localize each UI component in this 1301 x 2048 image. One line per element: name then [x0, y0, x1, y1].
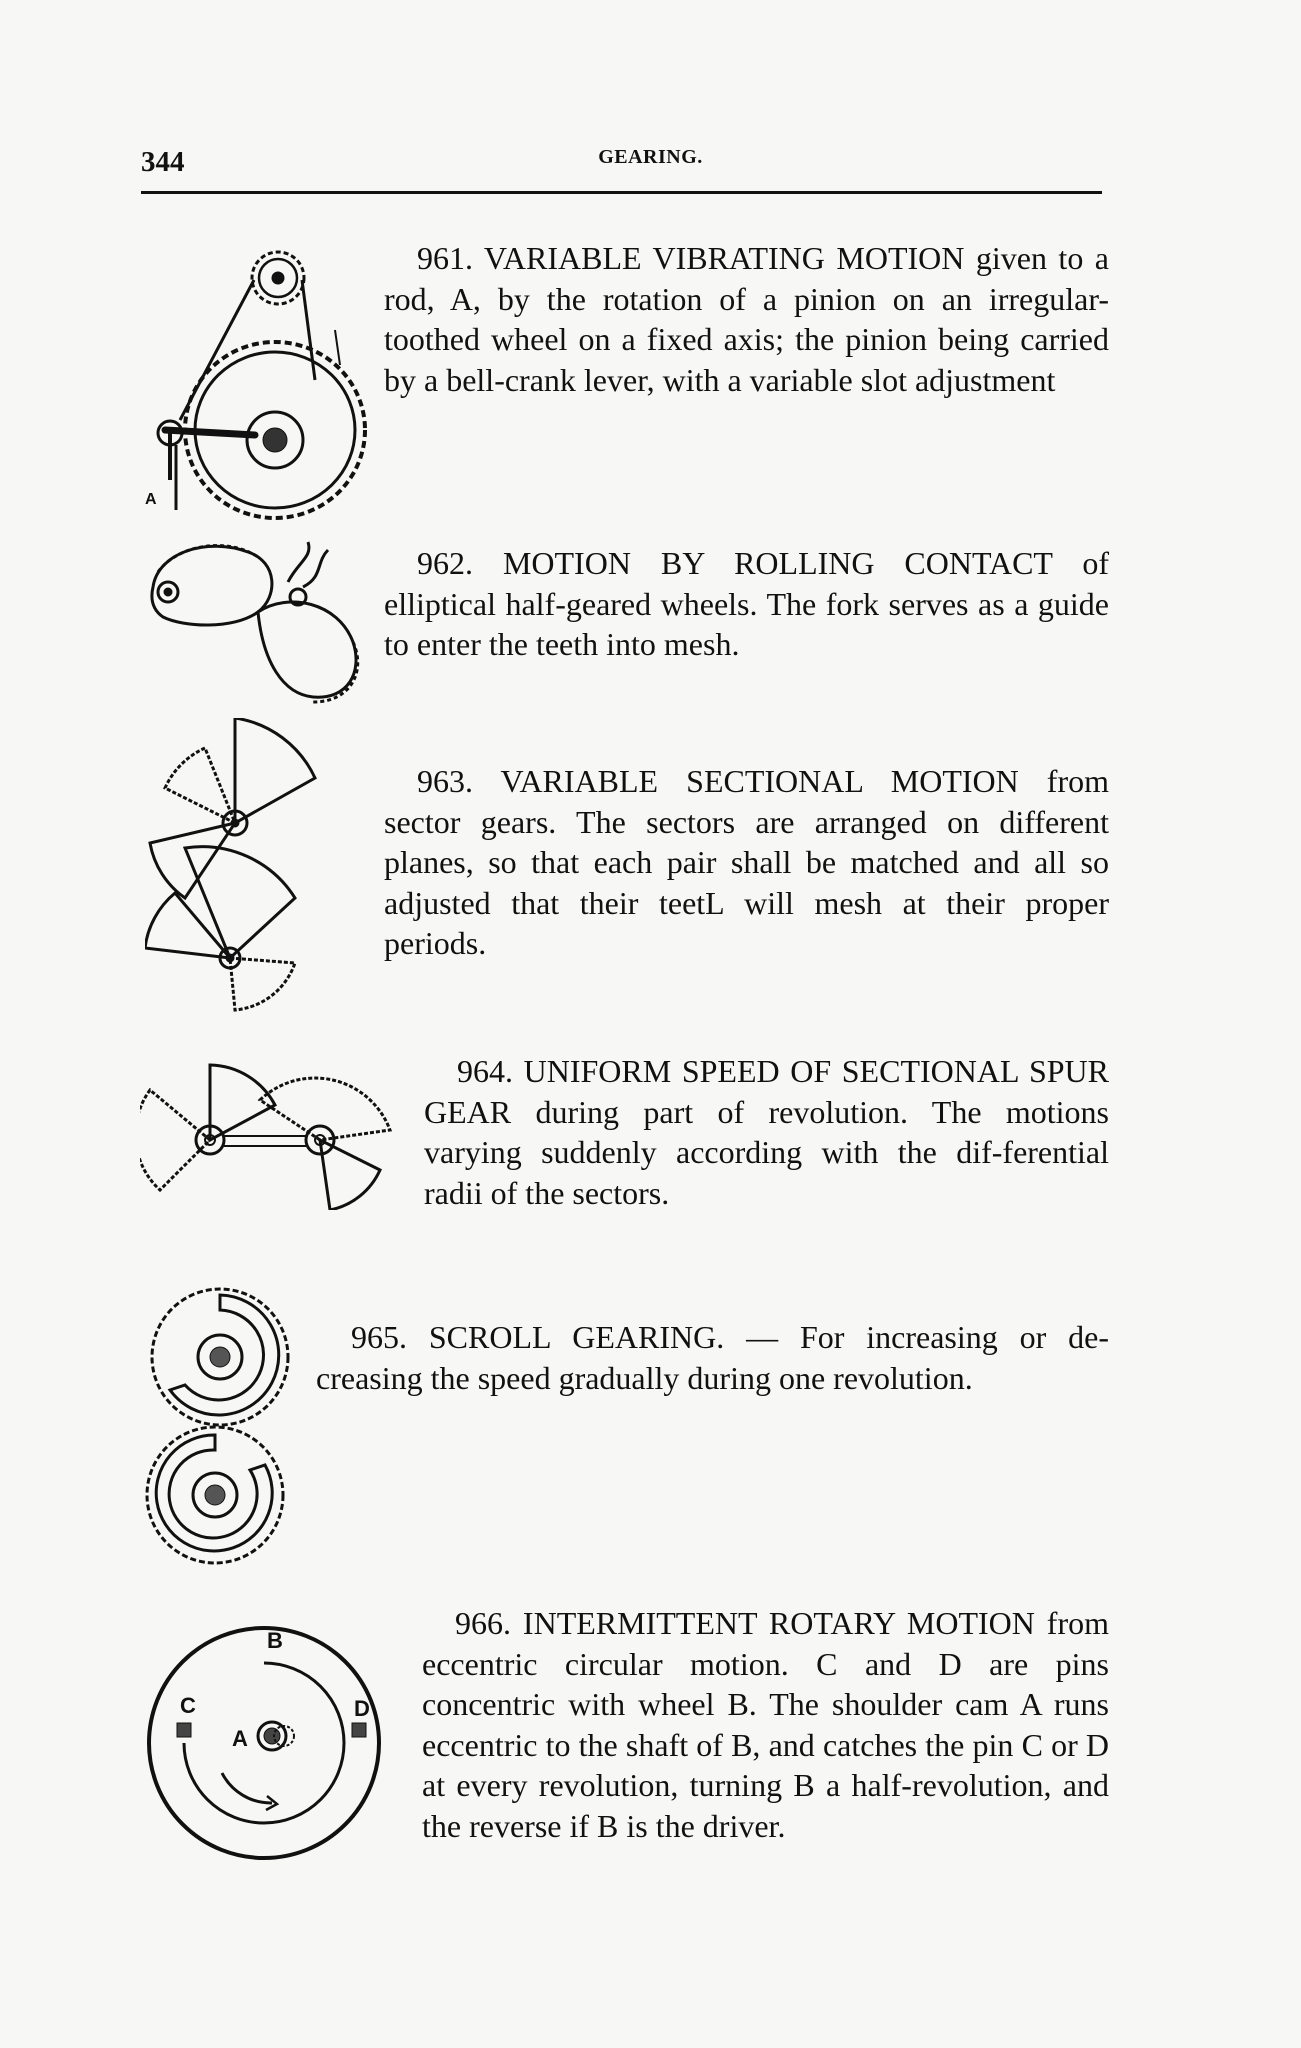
figure-961-vibrating-motion — [135, 230, 375, 520]
figure-964-sectional-spur-gear — [140, 1060, 395, 1210]
header-rule — [141, 191, 1102, 194]
page-number: 344 — [141, 146, 185, 178]
figure-961-label-a: A — [145, 491, 157, 508]
figure-966-label-d: D — [354, 1696, 370, 1721]
entry-963-text: 963. VARIABLE SECTIONAL MOTION from sector gears. The sectors are arranged on different planes, so that each pair shall be matched and all so adjusted that their teetL will mesh at their proper periods. — [384, 763, 1109, 961]
running-head: GEARING. — [598, 146, 703, 168]
figure-966-label-b: B — [267, 1628, 283, 1653]
entry-964-text: 964. UNIFORM SPEED OF SECTIONAL SPUR GEAR during part of revolution. The motions varying suddenly according with the dif-ferential radii of the sectors. — [424, 1053, 1109, 1211]
figure-966-label-c: C — [180, 1693, 196, 1718]
entry-961-text: 961. VARIABLE VIBRATING MOTION given to a rod, A, by the rotation of a pinion on an irregular-toothed wheel on a fixed axis; the pinion being carried by a bell-crank lever, with a variable slot adjustment — [384, 240, 1109, 398]
entry-962-text: 962. MOTION BY ROLLING CONTACT of elliptical half-geared wheels. The fork serves as a guide to enter the teeth into mesh. — [384, 545, 1109, 662]
figure-965-scroll-gearing — [140, 1285, 300, 1570]
entry-965-text: 965. SCROLL GEARING. — For increasing or de-creasing the speed gradually during one revolution. — [316, 1319, 1109, 1396]
figure-962-rolling-contact — [138, 532, 378, 712]
figure-966-intermittent-rotary — [142, 1618, 387, 1863]
figure-966-label-a: A — [232, 1726, 248, 1751]
figure-963-sector-gears — [145, 718, 325, 1013]
entry-966-text: 966. INTERMITTENT ROTARY MOTION from eccentric circular motion. C and D are pins concentric with wheel B. The shoulder cam A runs eccentric to the shaft of B, and catches the pin C or D at every revolution, turning B a half-revolution, and the reverse if B is the driver. — [422, 1605, 1109, 1844]
